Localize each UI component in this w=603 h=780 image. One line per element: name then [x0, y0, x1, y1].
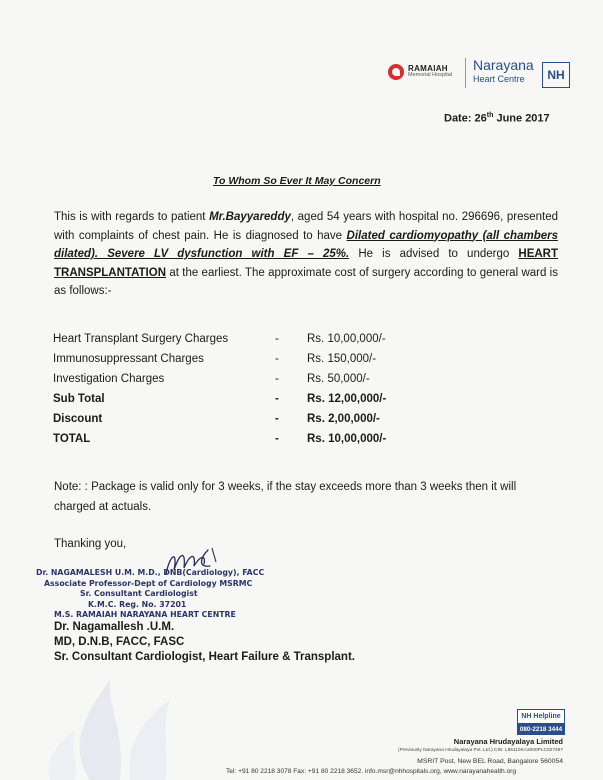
date-label: Date: 26 — [444, 112, 487, 125]
helpline-number: 080-2218 3444 — [517, 724, 565, 735]
stamp-line: M.S. RAMAIAH NARAYANA HEART CENTRE — [54, 610, 236, 619]
charge-row — [53, 353, 453, 373]
diagnosis-text: Dilated cardiomyopathy (all chambers dilated). Severe LV dysfunction with EF – 25%. — [54, 229, 558, 260]
helpline-badge — [517, 709, 565, 735]
date-suffix: th — [486, 112, 494, 119]
ramaiah-subtitle: Memorial Hospital — [408, 72, 453, 79]
subtotal-row — [53, 393, 453, 413]
charge-dash: - — [275, 413, 279, 425]
date-rest: June 2017 — [493, 112, 550, 125]
company-contact: Tel: +91 80 2218 3078 Fax: +91 80 2218 3652. info.msr@nhhospitals.org, www.narayanahealth.org — [226, 768, 517, 775]
charge-label: TOTAL — [53, 433, 91, 445]
charge-dash: - — [275, 393, 279, 405]
letter-date — [444, 112, 550, 125]
ramaiah-emblem-icon — [388, 64, 404, 80]
total-row — [53, 433, 453, 453]
charge-label: Discount — [53, 413, 103, 425]
stamp-line: Associate Professor-Dept of Cardiology MSRMC — [44, 578, 253, 588]
narayana-name: Narayana — [473, 57, 534, 73]
body-text-2: , aged 54 years with hospital no. 296696, presented with complaints of chest pain. He is diagnosed to have — [54, 211, 558, 242]
doctor-stamp — [36, 568, 264, 621]
helpline-label: NH Helpline — [517, 709, 565, 724]
discount-row — [53, 413, 453, 433]
ramaiah-name: RAMAIAH — [408, 64, 448, 74]
charge-amount: Rs. 10,00,000/- — [307, 333, 386, 345]
letter-subject: To Whom So Ever It May Concern — [213, 175, 381, 187]
footer-address — [398, 737, 563, 766]
signatory-name: Dr. Nagamallesh .U.M. — [54, 621, 175, 633]
charge-amount: Rs. 12,00,000/- — [307, 393, 387, 405]
charge-dash: - — [275, 373, 279, 385]
charge-amount: Rs. 2,00,000/- — [307, 413, 380, 425]
company-previous-name: (Previously Narayana Hrudayalaya Pvt. Ltd.) CIN: L85110KA2000PLC027497 — [398, 748, 563, 753]
narayana-subtitle: Heart Centre — [473, 74, 525, 84]
company-address: MSRIT Post, New BEL Road, Bangalore 560054 — [417, 758, 563, 765]
charge-label: Investigation Charges — [53, 373, 165, 385]
procedure-text: HEART TRANSPLANTATION — [54, 248, 559, 279]
body-text-3: He is advised to undergo — [349, 248, 519, 260]
charge-label: Immunosuppressant Charges — [53, 353, 204, 365]
charge-amount: Rs. 10,00,000/- — [307, 433, 387, 445]
ramaiah-logo — [388, 64, 452, 80]
charge-row — [53, 373, 453, 393]
charge-row — [53, 333, 453, 353]
body-text-4: at the earliest. The approximate cost of surgery according to general ward is as follows:- — [54, 266, 558, 297]
company-name: Narayana Hrudayalaya Limited — [453, 737, 563, 746]
signatory-designation: Sr. Consultant Cardiologist, Heart Failure & Transplant. — [54, 651, 355, 663]
body-text-1: This is with regards to patient — [54, 211, 210, 223]
signatory-block — [54, 620, 355, 665]
charge-dash: - — [275, 353, 279, 365]
patient-name: Mr.Bayyareddy — [209, 211, 291, 223]
charge-dash: - — [275, 333, 279, 345]
charge-label: Heart Transplant Surgery Charges — [53, 333, 229, 345]
logo-divider — [465, 58, 466, 88]
stamp-line: K.M.C. Reg. No. 37201 — [88, 599, 187, 609]
nh-logo-icon: NH — [542, 62, 570, 88]
package-note: Note: : Package is valid only for 3 weeks, if the stay exceeds more than 3 weeks then it will charged at actuals. — [54, 481, 517, 513]
closing-text: Thanking you, — [54, 538, 127, 550]
charge-amount: Rs. 150,000/- — [307, 353, 377, 365]
stamp-line: Sr. Consultant Cardiologist — [80, 589, 198, 598]
charge-label: Sub Total — [53, 393, 105, 405]
signatory-degrees: MD, D.N.B, FACC, FASC — [54, 636, 185, 648]
body-paragraph — [54, 208, 558, 301]
narayana-logo — [473, 58, 534, 84]
charge-dash: - — [275, 433, 279, 445]
stamp-line: Dr. NAGAMALESH U.M. M.D., DNB(Cardiology), FACC — [36, 568, 265, 577]
charge-amount: Rs. 50,000/- — [307, 373, 370, 385]
flame-watermark-icon — [30, 660, 220, 780]
charges-table — [53, 333, 453, 453]
